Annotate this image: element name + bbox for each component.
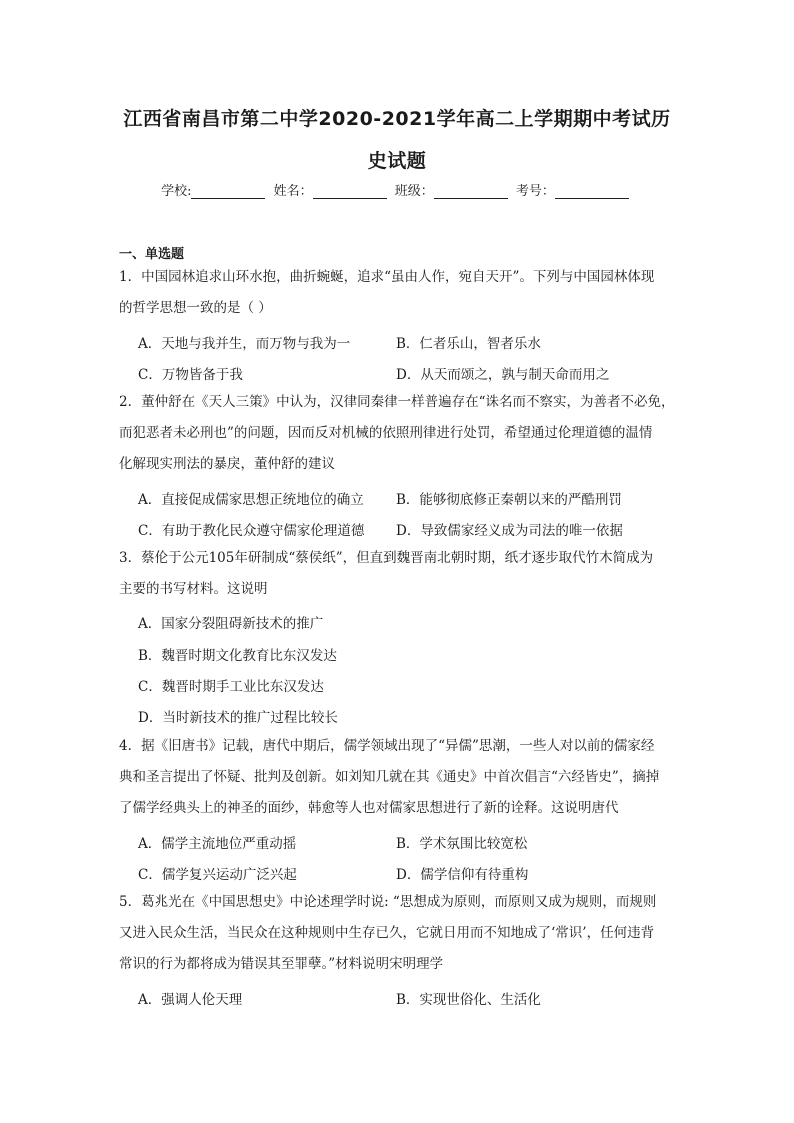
- option-c: C．魏晋时期手工业比东汉发达: [138, 679, 324, 695]
- class-blank: [434, 184, 508, 199]
- question-line: 而犯恶者未必刑也”的问题，因而反对机械的依照刑律进行处罚，希望通过伦理道德的温情: [119, 425, 653, 441]
- section-heading: 一、单选题: [119, 247, 185, 262]
- question-line: 4．据《旧唐书》记载，唐代中期后，儒学领域出现了“异儒”思潮，一些人对以前的儒家经: [119, 738, 655, 754]
- question-line: 化解现实刑法的暴戾，董仲舒的建议: [119, 456, 335, 472]
- question-2: [119, 387, 679, 480]
- question-line: 了儒学经典头上的神圣的面纱，韩愈等人也对儒家思想进行了新的诠释。这说明唐代: [119, 800, 619, 816]
- option-d: D．儒学信仰有待重构: [396, 867, 529, 883]
- option-b: B．仁者乐山，智者乐水: [396, 336, 541, 352]
- number-blank: [555, 184, 629, 199]
- option-d: D．从天而颂之，孰与制天命而用之: [396, 367, 610, 383]
- option-b: B．能够彻底修正秦朝以来的严酷刑罚: [396, 492, 622, 508]
- option-c: C．万物皆备于我: [138, 367, 243, 383]
- option-a: A．直接促成儒家思想正统地位的确立: [138, 492, 364, 508]
- option-a: A．天地与我并生，而万物与我为一: [138, 336, 351, 352]
- question-line: 主要的书写材料。这说明: [119, 581, 268, 597]
- student-info-row: [0, 180, 794, 199]
- question-1: [119, 262, 679, 324]
- number-label: 考号：: [515, 184, 555, 199]
- option-c: C．儒学复兴运动广泛兴起: [138, 867, 297, 883]
- option-d: D．导致儒家经义成为司法的唯一依据: [396, 523, 623, 539]
- option-b: B．魏晋时期文化教育比东汉发达: [138, 648, 337, 664]
- exam-title-line2: 史试题: [367, 150, 427, 172]
- question-line: 的哲学思想一致的是（ ）: [119, 300, 272, 316]
- question-line: 常识的行为都将成为错误其至罪孽。”材料说明宋明理学: [119, 956, 444, 972]
- question-line: 又进入民众生活，当民众在这种规则中生存已久，它就日用而不知地成了‘常识’，任何违背: [119, 925, 655, 941]
- option-a: A．强调人伦天理: [138, 992, 243, 1008]
- question-4: [119, 731, 679, 824]
- question-line: 1．中国园林追求山环水抱，曲折蜿蜒，追求“虽由人作，宛自天开”。下列与中国园林体现: [119, 269, 655, 285]
- exam-title-line1: 江西省南昌市第二中学2020-2021学年高二上学期期中考试历: [123, 108, 671, 130]
- school-blank: [191, 184, 265, 199]
- class-label: 班级：: [394, 184, 434, 199]
- question-3: [119, 543, 679, 605]
- option-d: D．当时新技术的推广过程比较长: [138, 710, 338, 726]
- question-line: 3．蔡伦于公元105年研制成“蔡侯纸”，但直到魏晋南北朝时期，纸才逐步取代竹木简成为: [119, 550, 654, 566]
- option-b: B．实现世俗化、生活化: [396, 992, 541, 1008]
- question-line: 典和圣言提出了怀疑、批判及创新。如刘知几就在其《通史》中首次倡言“六经皆史”，摘掉: [119, 769, 660, 785]
- name-label: 姓名：: [273, 184, 313, 199]
- question-line: 2．董仲舒在《天人三策》中认为，汉律同秦律一样普遍存在“诛名而不察实，为善者不必免，: [119, 394, 675, 410]
- option-b: B．学术氛围比较宽松: [396, 836, 528, 852]
- school-label: 学校:: [161, 184, 192, 199]
- name-blank: [313, 184, 387, 199]
- option-c: C．有助于教化民众遵守儒家伦理道德: [138, 523, 365, 539]
- question-5: [119, 887, 679, 980]
- question-line: 5．葛兆光在《中国思想史》中论述理学时说: “思想成为原则，而原则又成为规则，而规则: [119, 894, 657, 910]
- option-a: A．国家分裂阻碍新技术的推广: [138, 616, 324, 632]
- option-a: A．儒学主流地位严重动摇: [138, 836, 297, 852]
